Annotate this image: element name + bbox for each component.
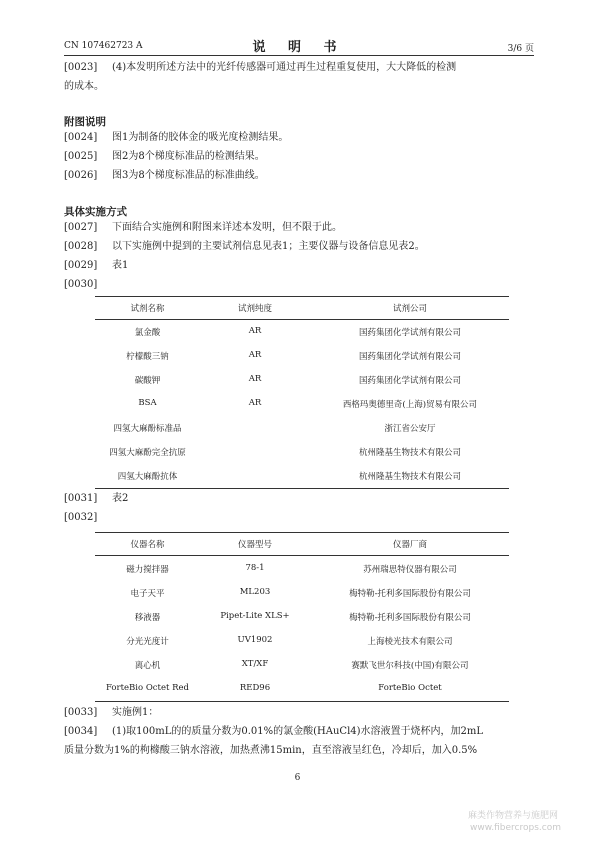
table-cell: 移液器 [134,613,161,623]
table-cell: ForteBio Octet [378,683,442,693]
para-text: 下面结合实施例和附图来详述本发明，但不限于此。 [112,222,342,233]
page-header [64,38,534,54]
table-cell: 磁力搅拌器 [126,565,169,575]
column-header: 试剂公司 [392,304,427,314]
table-cell: 四氢大麻酚抗体 [117,472,178,482]
table-top-rule [95,296,509,297]
table-header-row [95,302,509,316]
table-cell: ML203 [239,587,271,597]
para-text: (4)本发明所述方法中的光纤传感器可通过再生过程重复使用，大大降低的检测 [112,62,457,73]
table-cell: RED96 [239,683,271,693]
table-row [95,470,509,484]
table-cell: AR [248,398,262,408]
table-cell: ForteBio Octet Red [105,683,189,693]
para-text: 图3为8个梯度标准品的标准曲线。 [112,170,265,181]
table-header-rule [95,319,509,320]
table-row [95,350,509,364]
table-bottom-rule [95,488,509,489]
patent-number: CN 107462723 A [64,41,143,51]
table-cell: 苏州瑞思特仪器有限公司 [363,565,457,575]
para-number: [0025] [64,151,98,162]
table-cell: 上海棱光技术有限公司 [367,637,453,647]
column-header: 仪器型号 [237,540,272,550]
table-cell: AR [248,350,262,360]
table-cell: Pipet-Lite XLS+ [220,611,290,621]
table-top-rule [95,532,509,533]
para-number: [0027] [64,222,98,233]
para-number: [0032] [64,512,98,523]
watermark-url: www.fibercrops.com [470,823,561,833]
table-caption: 表2 [112,493,129,504]
table-cell: UV1902 [237,635,273,645]
table-cell: 赛默飞世尔科技(中国)有限公司 [351,661,469,671]
column-header: 试剂名称 [130,304,165,314]
table-row [95,374,509,388]
column-header: 仪器名称 [130,540,165,550]
table-row [95,422,509,436]
table-cell: 杭州隆基生物技术有限公司 [358,472,461,482]
table-cell: 碳酸钾 [134,376,161,386]
table-row [95,683,509,697]
table-cell: AR [248,326,262,336]
para-text: 的成本。 [64,81,104,92]
table-caption: 表1 [112,260,129,271]
table-row [95,398,509,412]
table-cell: 国药集团化学试剂有限公司 [358,352,461,362]
table-row [95,326,509,340]
table-header-rule [95,555,509,556]
header-rule [64,55,534,56]
table-cell: 梅特勒-托利多国际股份有限公司 [349,589,471,599]
table-row [95,635,509,649]
table-cell: BSA [138,398,157,408]
para-text: 质量分数为1%的枸橼酸三钠水溶液，加热煮沸15min，直至溶液呈红色，冷却后，加入0.5% [64,745,478,756]
para-text: 实施例1： [112,707,159,718]
table-cell: 国药集团化学试剂有限公司 [358,376,461,386]
table-cell: 四氢大麻酚完全抗原 [109,448,186,458]
section-heading: 具体实施方式 [64,206,127,218]
para-number: [0023] [64,62,98,73]
page-number: 6 [294,773,301,783]
para-number: [0029] [64,260,98,271]
table-cell: 浙江省公安厅 [384,424,436,434]
para-number: [0026] [64,170,98,181]
page-indicator: 3/6 页 [507,44,534,54]
para-number: [0034] [64,726,98,737]
table-cell: AR [248,374,262,384]
table-cell: 氯金酸 [134,328,161,338]
table-cell: 电子天平 [130,589,165,599]
table-cell: 四氢大麻酚标准品 [113,424,182,434]
document-title: 说 明 书 [252,40,346,55]
table-cell: 分光光度计 [126,637,169,647]
para-text: 图1为制备的胶体金的吸光度检测结果。 [112,132,289,143]
para-text: 图2为8个梯度标准品的检测结果。 [112,151,265,162]
para-number: [0028] [64,241,98,252]
table-cell: 柠檬酸三钠 [126,352,169,362]
table-cell: 78-1 [245,563,265,573]
para-text: (1)取100mL的的质量分数为0.01%的氯金酸(HAuCl4)水溶液置于烧杯内，加2mL [112,726,484,737]
watermark-text: 麻类作物营养与施肥网 [468,811,559,821]
para-number: [0030] [64,279,98,290]
table-row [95,587,509,601]
table-row [95,563,509,577]
section-heading: 附图说明 [64,116,106,128]
para-text: 以下实施例中提到的主要试剂信息见表1；主要仪器与设备信息见表2。 [112,241,425,252]
table-bottom-rule [95,701,509,702]
table-cell: 西格玛奥德里奇(上海)贸易有限公司 [342,400,478,410]
table-cell: 离心机 [134,661,161,671]
table-header-row [95,538,509,552]
column-header: 仪器厂商 [392,540,427,550]
table-row [95,659,509,673]
table-cell: 杭州隆基生物技术有限公司 [358,448,461,458]
column-header: 试剂纯度 [237,304,272,314]
para-number: [0031] [64,493,98,504]
table-cell: 梅特勒-托利多国际股份有限公司 [349,613,471,623]
para-number: [0024] [64,132,98,143]
para-number: [0033] [64,707,98,718]
table-row [95,446,509,460]
table-cell: 国药集团化学试剂有限公司 [358,328,461,338]
table-cell: XT/XF [241,659,269,669]
table-row [95,611,509,625]
